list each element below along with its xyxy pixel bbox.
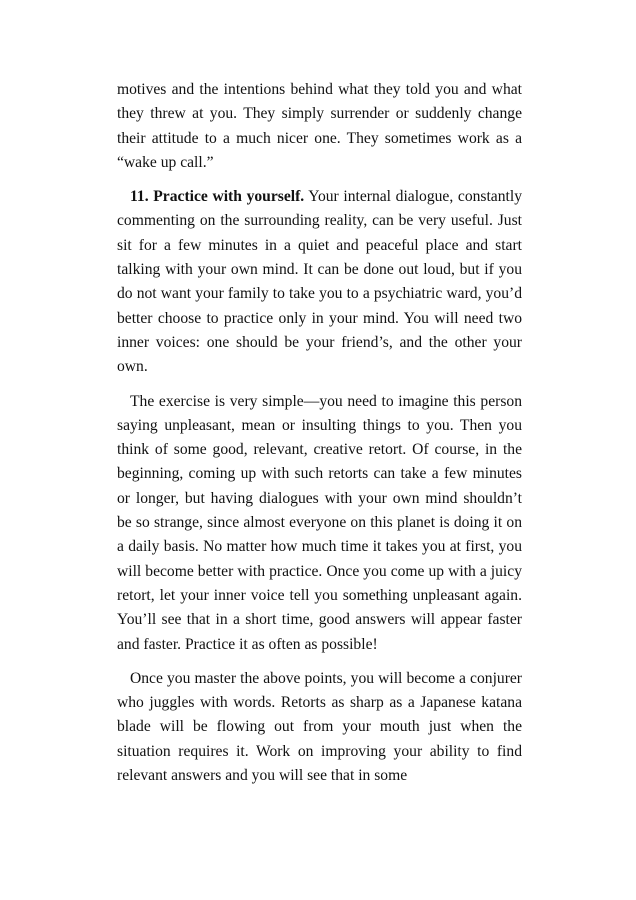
paragraph-practice-with-yourself	[117, 185, 522, 379]
paragraph-exercise: The exercise is very simple—you need to imagine this person saying unpleasant, mean or insulting things to you. Then you think of some good, relevant, creative retort. Of course, in the beginning, coming up with such retorts can take a few minutes or longer, but having dialogues with your own mind shouldn’t be so strange, since almost everyone on this planet is doing it on a daily basis. No matter how much time it takes you at first, you will become better with practice. Once you come up with a juicy retort, let your inner voice tell you something unpleasant again. You’ll see that in a short time, good answers will appear faster and faster. Practice it as often as possible!	[117, 392, 522, 653]
paragraph-body: Your internal dialogue, constantly commenting on the surrounding reality, can be very useful. Just sit for a few minutes in a quiet and peaceful place and start talking with your own mind. It can be done out loud, but if you do not want your family to take you to a psychiatric ward, you’d better choose to practice only in your mind. You will need two inner voices: one should be your friend’s, and the other your own.	[117, 188, 522, 376]
paragraph-master-points: Once you master the above points, you will become a conjurer who juggles with words. Retorts as sharp as a Japanese katana blade will be flowing out from your mouth just when the situation requires it. Work on improving your ability to find relevant answers and you will see that in some	[117, 669, 522, 785]
document-page	[117, 78, 522, 798]
section-heading-practice-with-yourself: 11. Practice with yourself.	[130, 188, 305, 206]
paragraph-continuation: motives and the intentions behind what they told you and what they threw at you. They simply surrender or suddenly change their attitude to a much nicer one. They sometimes work as a “wake up call.”	[117, 81, 522, 171]
